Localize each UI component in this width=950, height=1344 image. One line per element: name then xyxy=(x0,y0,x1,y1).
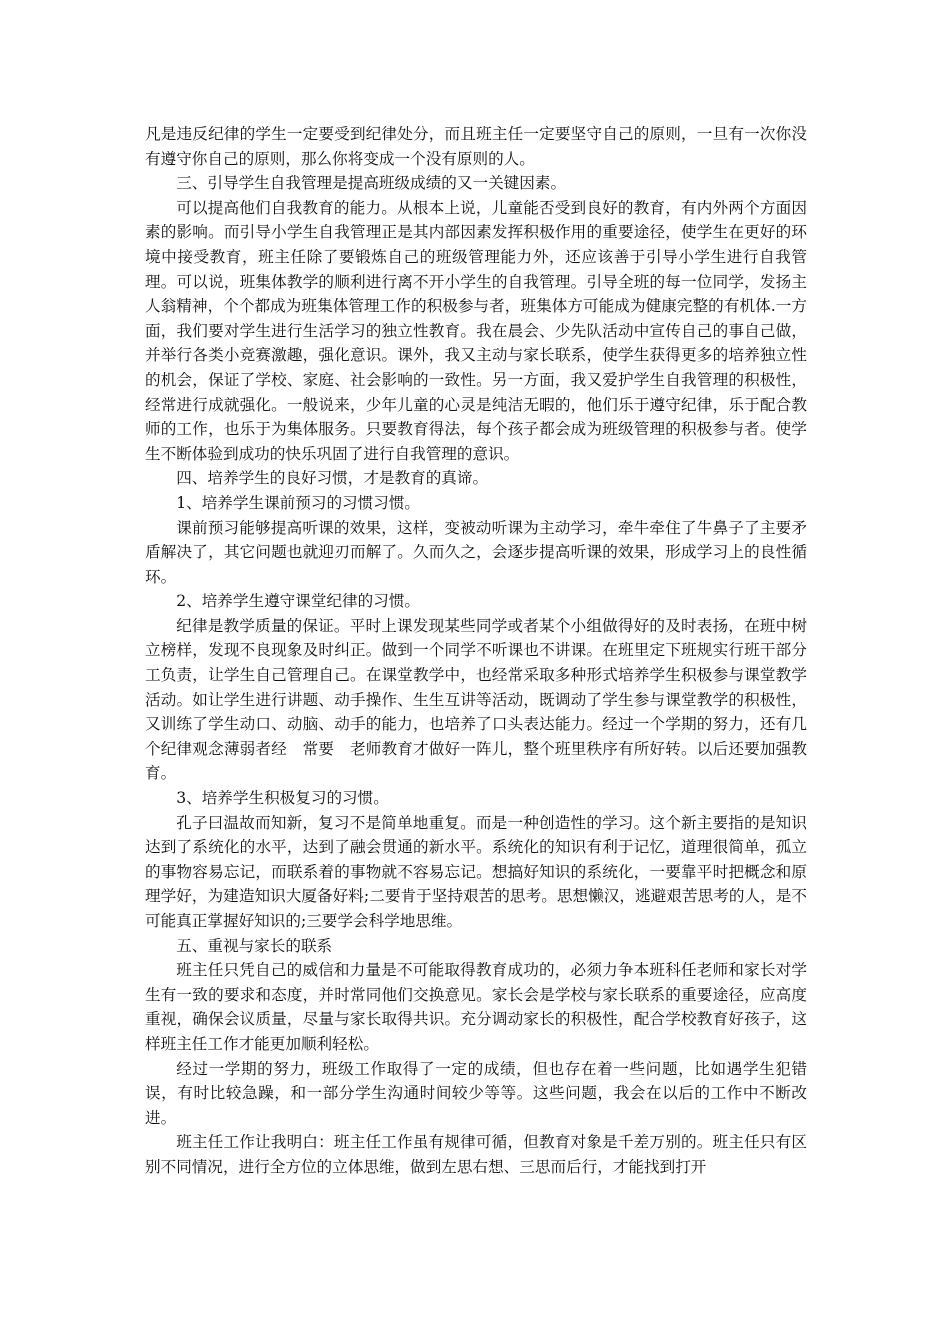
section-heading-4: 四、培养学生的良好习惯，才是教育的真谛。 xyxy=(176,469,489,488)
paragraph-8: 班主任工作让我明白：班主任工作虽有规律可循，但教育对象是千差万别的。班主任只有区别不同情况，进行全方位的立体思维，做到左思右想、三思而后行，才能找到打开 xyxy=(145,1133,807,1176)
paragraph-1: 凡是违反纪律的学生一定要受到纪律处分，而且班主任一定要坚守自己的原则，一旦有一次你没有遵守你自己的原则，那么你将变成一个没有原则的人。 xyxy=(145,125,807,168)
subheading-4-2: 2、培养学生遵守课堂纪律的习惯。 xyxy=(176,592,421,611)
paragraph-4: 纪律是教学质量的保证。平时上课发现某些同学或者某个小组做得好的及时表扬，在班中树立榜样，发现不良现象及时纠正。做到一个同学不听课也不讲课。在班里定下班规实行班干部分工负责，让学生自己管理自己。在课堂教学中，也经常采取多种形式培养学生积极参与课堂教学活动。如让学生进行讲题、动手操作、生生互讲等活动，既调动了学生参与课堂教学的积极性，又训练了学生动口、动脑、动手的能力，也培养了口头表达能力。经过一个学期的努力，还有几个纪律观念薄弱者经 常要 老师教育才做好一阵儿，整个班里秩序有所好转。以后还要加强教育。 xyxy=(145,616,807,783)
paragraph-7: 经过一学期的努力，班级工作取得了一定的成绩，但也存在着一些问题，比如遇学生犯错误，有时比较急躁，和一部分学生沟通时间较少等等。这些问题，我会在以后的工作中不断改进。 xyxy=(145,1059,807,1127)
section-heading-3: 三、引导学生自我管理是提高班级成绩的又一关键因素。 xyxy=(176,174,567,193)
paragraph-6: 班主任只凭自己的威信和力量是不可能取得教育成功的，必须力争本班科任老师和家长对学生有一致的要求和态度，并时常同他们交换意见。家长会是学校与家长联系的重要途径，应高度重视，确保会议质量，尽量与家长取得共识。充分调动家长的积极性，配合学校教育好孩子，这样班主任工作才能更加顺利轻松。 xyxy=(145,961,807,1053)
subheading-4-3: 3、培养学生积极复习的习惯。 xyxy=(176,789,389,808)
document-body xyxy=(145,122,807,1180)
section-heading-5: 五、重视与家长的联系 xyxy=(176,936,333,955)
subheading-4-1: 1、培养学生课前预习的习惯习惯。 xyxy=(176,493,421,512)
paragraph-3: 课前预习能够提高听课的效果，这样，变被动听课为主动学习，牵牛牵住了牛鼻子了主要矛盾解决了，其它问题也就迎刃而解了。久而久之，会逐步提高听课的效果，形成学习上的良性循环。 xyxy=(145,518,807,586)
paragraph-2: 可以提高他们自我教育的能力。从根本上说，儿童能否受到良好的教育，有内外两个方面因素的影响。而引导小学生自我管理正是其内部因素发挥积极作用的重要途径，使学生在更好的环境中接受教育，班主任除了要锻炼自己的班级管理能力外，还应该善于引导小学生进行自我管理。可以说，班集体教学的顺利进行离不开小学生的自我管理。引导全班的每一位同学，发扬主人翁精神，个个都成为班集体管理工作的积极参与者，班集体方可能成为健康完整的有机体.一方面，我们要对学生进行生活学习的独立性教育。我在晨会、少先队活动中宣传自己的事自己做，并举行各类小竞赛激趣，强化意识。课外，我又主动与家长联系，使学生获得更多的培养独立性的机会，保证了学校、家庭、社会影响的一致性。另一方面，我又爱护学生自我管理的积极性，经常进行成就强化。一般说来，少年儿童的心灵是纯洁无暇的，他们乐于遵守纪律，乐于配合教师的工作，也乐于为集体服务。只要教育得法，每个孩子都会成为班级管理的积极参与者。使学生不断体验到成功的快乐巩固了进行自我管理的意识。 xyxy=(145,198,807,463)
paragraph-5: 孔子曰温故而知新，复习不是简单地重复。而是一种创造性的学习。这个新主要指的是知识达到了系统化的水平，达到了融会贯通的新水平。系统化的知识有利于记忆，道理很简单，孤立的事物容易忘记，而联系着的事物就不容易忘记。想搞好知识的系统化，一要靠平时把概念和原理学好，为建造知识大厦备好料;二要肯于坚持艰苦的思考。思想懒汉，逃避艰苦思考的人，是不可能真正掌握好知识的;三要学会科学地思维。 xyxy=(145,813,807,930)
